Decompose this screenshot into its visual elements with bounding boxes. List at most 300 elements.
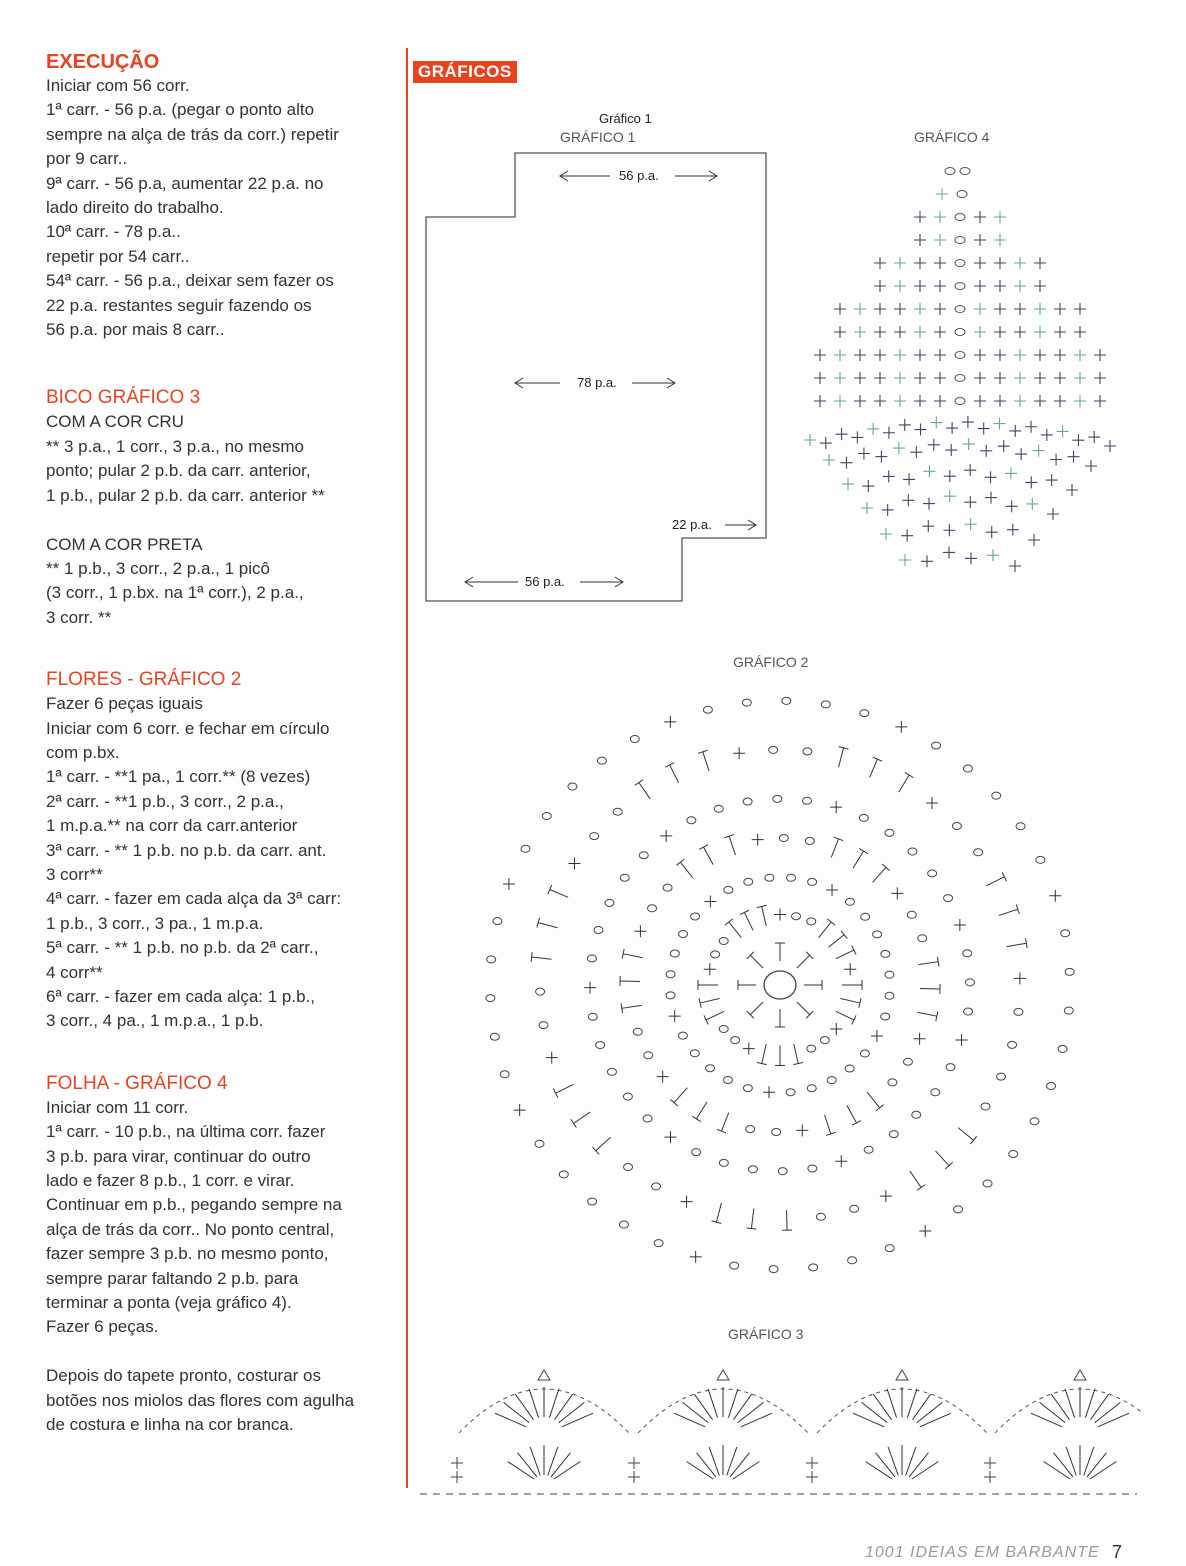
instruction-line: fazer sempre 3 p.b. no mesmo ponto, [46, 1244, 329, 1264]
double-crochet-mark [1066, 1447, 1076, 1476]
double-crochet-mark [538, 923, 557, 928]
single-crochet-mark [974, 211, 986, 223]
single-crochet-mark [1057, 425, 1069, 437]
single-crochet-mark [834, 349, 846, 361]
single-crochet-mark [704, 963, 716, 975]
chain-stitch-mark [630, 735, 639, 742]
chain-stitch-mark [596, 1042, 605, 1049]
double-crochet-mark [556, 1084, 574, 1093]
double-crochet-mark [873, 757, 882, 761]
chain-stitch-mark [605, 899, 614, 906]
chain-stitch-mark [845, 1065, 854, 1072]
single-crochet-mark [1046, 474, 1058, 486]
chain-stitch-mark [607, 1068, 616, 1075]
single-crochet-mark [956, 1034, 968, 1046]
single-crochet-mark [1014, 372, 1026, 384]
single-crochet-mark [1054, 326, 1066, 338]
double-crochet-mark [703, 752, 709, 771]
double-crochet-mark [518, 1453, 537, 1477]
grafico1-bottom-label: 56 p.a. [525, 574, 565, 589]
double-crochet-mark [553, 1089, 557, 1098]
chain-stitch-mark [1009, 1150, 1018, 1157]
chain-stitch-mark [690, 1050, 699, 1057]
double-crochet-mark [1051, 1394, 1069, 1420]
single-crochet-mark [1050, 453, 1062, 465]
single-crochet-mark [1074, 326, 1086, 338]
double-crochet-mark [986, 877, 1004, 886]
chain-stitch-mark [724, 886, 733, 893]
double-crochet-mark [725, 919, 733, 925]
center-ring-mark [764, 971, 796, 999]
single-crochet-mark [669, 1010, 681, 1022]
chain-stitch-mark [955, 398, 965, 405]
instruction-line: 3ª carr. - ** 1 p.b. no p.b. da carr. ant. [46, 840, 327, 860]
single-crochet-mark [946, 422, 958, 434]
chain-stitch-mark [535, 1140, 544, 1147]
double-crochet-mark [999, 909, 1018, 915]
single-crochet-mark [1088, 431, 1100, 443]
double-crochet-mark [665, 763, 674, 767]
single-crochet-mark [974, 280, 986, 292]
single-crochet-mark [1054, 395, 1066, 407]
double-crochet-mark [531, 952, 532, 962]
double-crochet-mark [841, 931, 847, 939]
double-crochet-mark [508, 1461, 535, 1479]
single-crochet-mark [1006, 500, 1018, 512]
double-crochet-mark [750, 1002, 763, 1015]
double-crochet-mark [716, 1203, 721, 1222]
chain-stitch-mark [613, 808, 622, 815]
instructions-column [46, 50, 396, 1438]
double-crochet-mark [899, 775, 909, 792]
single-crochet-mark [854, 303, 866, 315]
single-crochet-mark [1094, 349, 1106, 361]
single-crochet-mark [834, 326, 846, 338]
single-crochet-mark [914, 257, 926, 269]
chain-stitch-mark [765, 874, 774, 881]
double-crochet-mark [853, 1413, 884, 1427]
grafico4-leaf-diagram [790, 155, 1130, 595]
double-crochet-mark [692, 1116, 701, 1121]
double-crochet-mark [694, 1394, 712, 1420]
chain-stitch-mark [730, 1262, 739, 1269]
single-crochet-mark [923, 465, 935, 477]
instruction-line: COM A COR CRU [46, 412, 184, 432]
chain-stitch-mark [719, 938, 728, 945]
chain-stitch-mark [590, 833, 599, 840]
chain-stitch-mark [743, 798, 752, 805]
chain-stitch-mark [687, 817, 696, 824]
single-crochet-mark [634, 925, 646, 937]
grafico1-middle-label: 78 p.a. [577, 375, 617, 390]
single-crochet-mark [568, 858, 580, 870]
single-crochet-mark [1047, 508, 1059, 520]
single-crochet-mark [994, 395, 1006, 407]
single-crochet-mark [1074, 349, 1086, 361]
chain-stitch-mark [960, 168, 970, 175]
single-crochet-mark [858, 447, 870, 459]
instruction-line: COM A COR PRETA [46, 534, 203, 554]
single-crochet-mark [834, 372, 846, 384]
chain-stitch-mark [597, 757, 606, 764]
double-crochet-mark [1054, 1453, 1073, 1477]
double-crochet-mark [746, 1228, 756, 1229]
double-crochet-mark [828, 935, 844, 947]
chain-stitch-mark [639, 852, 648, 859]
single-crochet-mark [1014, 326, 1026, 338]
instruction-line: Iniciar com 6 corr. e fechar em círculo [46, 718, 330, 738]
double-crochet-mark [751, 1209, 753, 1229]
single-crochet-mark [928, 439, 940, 451]
single-crochet-mark [899, 419, 911, 431]
section-title: FOLHA - GRÁFICO 4 [46, 1072, 228, 1094]
single-crochet-mark [814, 395, 826, 407]
chain-stitch-mark [931, 1089, 940, 1096]
single-crochet-mark [944, 470, 956, 482]
picot-mark [896, 1370, 908, 1380]
instruction-line: 4 corr** [46, 962, 103, 982]
chain-stitch-mark [786, 874, 795, 881]
single-crochet-mark [1034, 372, 1046, 384]
double-crochet-mark [532, 957, 552, 959]
single-crochet-mark [806, 1457, 818, 1483]
single-crochet-mark [1094, 395, 1106, 407]
picot-mark [538, 1370, 550, 1380]
single-crochet-mark [994, 372, 1006, 384]
double-crochet-mark [847, 1105, 857, 1123]
single-crochet-mark [743, 1043, 755, 1055]
single-crochet-mark [914, 326, 926, 338]
instruction-line: sempre na alça de trás da corr.) repetir [46, 124, 339, 144]
chain-stitch-mark [888, 1079, 897, 1086]
single-crochet-mark [926, 797, 938, 809]
grafico1-side-label: 22 p.a. [672, 517, 712, 532]
double-crochet-mark [549, 1389, 559, 1418]
instruction-line: (3 corr., 1 p.bx. na 1ª corr.), 2 p.a., [46, 583, 304, 603]
chain-stitch-mark [624, 1164, 633, 1171]
grafico4-label: GRÁFICO 4 [914, 129, 990, 145]
double-crochet-mark [1040, 1402, 1066, 1422]
chain-stitch-mark [908, 848, 917, 855]
double-crochet-mark [741, 1413, 772, 1427]
double-crochet-mark [704, 847, 714, 865]
double-crochet-mark [794, 1044, 798, 1063]
single-crochet-mark [1034, 326, 1046, 338]
single-crochet-mark [665, 1131, 677, 1143]
double-crochet-mark [762, 1044, 766, 1063]
double-crochet-mark [750, 955, 763, 968]
double-crochet-mark [670, 765, 679, 783]
double-crochet-mark [836, 1011, 854, 1020]
grafico1-top-label: 56 p.a. [619, 168, 659, 183]
single-crochet-mark [874, 303, 886, 315]
instruction-line: 3 corr. ** [46, 607, 112, 627]
double-crochet-mark [554, 1461, 581, 1479]
chain-stitch-mark [850, 1205, 859, 1212]
single-crochet-mark [894, 395, 906, 407]
instruction-line: terminar a ponta (veja gráfico 4). [46, 1293, 292, 1313]
single-crochet-mark [930, 417, 942, 429]
chain-stitch-mark [691, 913, 700, 920]
single-crochet-mark [546, 1052, 558, 1064]
double-crochet-mark [859, 848, 868, 853]
double-crochet-mark [571, 1119, 577, 1127]
single-crochet-mark [1014, 257, 1026, 269]
double-crochet-mark [683, 1402, 709, 1422]
chain-stitch-mark [903, 1058, 912, 1065]
single-crochet-mark [994, 303, 1006, 315]
single-crochet-mark [840, 457, 852, 469]
single-crochet-mark [584, 982, 596, 994]
single-crochet-mark [874, 280, 886, 292]
double-crochet-mark [674, 1413, 705, 1427]
single-crochet-mark [1034, 349, 1046, 361]
chain-stitch-mark [881, 1013, 890, 1020]
single-crochet-mark [664, 716, 676, 728]
instruction-line: por 9 carr.. [46, 149, 128, 169]
single-crochet-mark [1014, 349, 1026, 361]
double-crochet-mark [918, 962, 938, 965]
double-crochet-mark [866, 1461, 893, 1479]
single-crochet-mark [962, 416, 974, 428]
section-title: BICO GRÁFICO 3 [46, 387, 201, 409]
grafico3-label: GRÁFICO 3 [728, 1326, 804, 1342]
section-title: EXECUÇÃO [46, 51, 160, 73]
single-crochet-mark [914, 1033, 926, 1045]
chain-stitch-mark [792, 913, 801, 920]
chain-stitch-mark [748, 1166, 757, 1173]
single-crochet-mark [1054, 303, 1066, 315]
chain-stitch-mark [644, 1052, 653, 1059]
instruction-line: repetir por 54 carr.. [46, 246, 190, 266]
double-crochet-mark [700, 998, 719, 1002]
chain-stitch-mark [981, 1103, 990, 1110]
single-crochet-mark [919, 1225, 931, 1237]
chain-stitch-mark [670, 950, 679, 957]
single-crochet-mark [963, 438, 975, 450]
single-crochet-mark [628, 1457, 640, 1483]
chain-stitch-mark [954, 1206, 963, 1213]
double-crochet-mark [1090, 1394, 1108, 1420]
chain-stitch-mark [955, 260, 965, 267]
double-crochet-mark [1095, 1402, 1121, 1422]
single-crochet-mark [974, 234, 986, 246]
double-crochet-mark [1002, 872, 1006, 881]
single-crochet-mark [964, 464, 976, 476]
single-crochet-mark [514, 1104, 526, 1116]
single-crochet-mark [1009, 425, 1021, 437]
single-crochet-mark [882, 504, 894, 516]
chain-stitch-mark [486, 995, 495, 1002]
double-crochet-mark [887, 1389, 897, 1418]
double-crochet-mark [876, 1105, 884, 1111]
instruction-line: 1 p.b., pular 2 p.b. da carr. anterior ** [46, 485, 325, 505]
chain-stitch-mark [1047, 1083, 1056, 1090]
instruction-line: 10ª carr. - 78 p.a.. [46, 222, 181, 242]
double-crochet-mark [738, 1402, 764, 1422]
instruction-line: Iniciar com 11 corr. [46, 1097, 189, 1117]
chain-stitch-mark [587, 955, 596, 962]
double-crochet-mark [687, 1461, 714, 1479]
double-crochet-mark [787, 1210, 788, 1230]
double-crochet-mark [836, 950, 854, 959]
grafico1-caption: Gráfico 1 [599, 111, 652, 126]
chain-stitch-mark [769, 1266, 778, 1273]
single-crochet-mark [974, 372, 986, 384]
instruction-line: 3 corr., 4 pa., 1 m.p.a., 1 p.b. [46, 1011, 264, 1031]
single-crochet-mark [657, 1071, 669, 1083]
single-crochet-mark [914, 303, 926, 315]
single-crochet-mark [934, 257, 946, 269]
double-crochet-mark [744, 912, 753, 930]
double-crochet-mark [1031, 1413, 1062, 1427]
chain-stitch-mark [620, 874, 629, 881]
chain-stitch-mark [652, 1183, 661, 1190]
double-crochet-mark [530, 1447, 540, 1476]
instruction-line: Iniciar com 56 corr. [46, 76, 190, 95]
single-crochet-mark [943, 546, 955, 558]
double-crochet-mark [639, 783, 650, 800]
instruction-line: Fazer 6 peças. [46, 1317, 159, 1337]
double-crochet-mark [1085, 1389, 1095, 1418]
single-crochet-mark [1025, 476, 1037, 488]
picot-mark [1074, 1370, 1086, 1380]
instruction-line: alça de trás da corr.. No ponto central, [46, 1219, 335, 1239]
chain-stitch-mark [744, 878, 753, 885]
single-crochet-mark [914, 395, 926, 407]
double-crochet-mark [888, 1447, 898, 1476]
single-crochet-mark [894, 303, 906, 315]
double-crochet-mark [852, 946, 856, 955]
chain-stitch-mark [945, 168, 955, 175]
chain-stitch-mark [719, 1025, 728, 1032]
instruction-line: ponto; pular 2 p.b. da carr. anterior, [46, 461, 311, 481]
double-crochet-mark [623, 954, 643, 958]
chain-stitch-mark [723, 1076, 732, 1083]
single-crochet-mark [690, 1251, 702, 1263]
single-crochet-mark [834, 395, 846, 407]
double-crochet-mark [680, 862, 692, 878]
chain-stitch-mark [648, 905, 657, 912]
single-crochet-mark [894, 372, 906, 384]
double-crochet-mark [920, 988, 940, 989]
single-crochet-mark [826, 884, 838, 896]
single-crochet-mark [891, 887, 903, 899]
chain-arc-mark [995, 1389, 1144, 1433]
single-crochet-mark [1072, 434, 1084, 446]
single-crochet-mark [1049, 890, 1061, 902]
single-crochet-mark [844, 963, 856, 975]
chain-stitch-mark [803, 748, 812, 755]
double-crochet-mark [562, 1413, 593, 1427]
chain-stitch-mark [703, 706, 712, 713]
chain-stitch-mark [773, 795, 782, 802]
chain-stitch-mark [619, 1221, 628, 1228]
grafico3-edging-diagram [412, 1355, 1144, 1505]
chain-stitch-mark [779, 835, 788, 842]
chain-stitch-mark [706, 1065, 715, 1072]
chain-stitch-mark [666, 971, 675, 978]
single-crochet-mark [1074, 372, 1086, 384]
double-crochet-mark [674, 1088, 687, 1103]
double-crochet-mark [1044, 1461, 1071, 1479]
chain-stitch-mark [946, 1064, 955, 1071]
single-crochet-mark [1009, 560, 1021, 572]
instruction-line: Depois do tapete pronto, costurar os [46, 1366, 321, 1386]
single-crochet-mark [880, 528, 892, 540]
double-crochet-mark [876, 1453, 895, 1477]
single-crochet-mark [871, 1030, 883, 1042]
double-crochet-mark [696, 1102, 706, 1119]
instruction-line: lado e fazer 8 p.b., 1 corr. e virar. [46, 1171, 295, 1191]
page-number: 7 [1112, 1542, 1123, 1562]
chain-stitch-mark [820, 1037, 829, 1044]
instruction-line: lado direito do trabalho. [46, 198, 224, 218]
chain-stitch-mark [1014, 1008, 1023, 1015]
double-crochet-mark [730, 1453, 749, 1477]
chain-stitch-mark [821, 701, 830, 708]
single-crochet-mark [854, 372, 866, 384]
chain-stitch-mark [521, 845, 530, 852]
chain-stitch-mark [955, 352, 965, 359]
chain-stitch-mark [859, 814, 868, 821]
single-crochet-mark [1014, 972, 1026, 984]
single-crochet-mark [1026, 498, 1038, 510]
chain-stitch-mark [974, 849, 983, 856]
footer-magazine-title: 1001 IDEIAS EM BARBANTE [865, 1544, 1100, 1561]
chain-stitch-mark [666, 992, 675, 999]
instruction-line: 1ª carr. - 10 p.b., na última corr. fazer [46, 1122, 326, 1142]
instruction-line: 3 corr** [46, 864, 103, 884]
chain-stitch-mark [711, 951, 720, 958]
double-crochet-mark [852, 1121, 861, 1126]
single-crochet-mark [914, 372, 926, 384]
single-crochet-mark [994, 257, 1006, 269]
double-crochet-mark [797, 1002, 810, 1015]
single-crochet-mark [936, 188, 948, 200]
single-crochet-mark [1005, 467, 1017, 479]
instruction-line [46, 1340, 396, 1364]
chain-stitch-mark [807, 1085, 816, 1092]
chain-stitch-mark [743, 1085, 752, 1092]
single-crochet-mark [987, 549, 999, 561]
chain-stitch-mark [692, 1149, 701, 1156]
single-crochet-mark [774, 908, 786, 920]
single-crochet-mark [752, 834, 764, 846]
double-crochet-mark [1007, 943, 1027, 946]
chain-stitch-mark [808, 1165, 817, 1172]
graficos-badge: GRÁFICOS [413, 61, 517, 83]
single-crochet-mark [823, 454, 835, 466]
chain-stitch-mark [769, 746, 778, 753]
chain-stitch-mark [1030, 1118, 1039, 1125]
double-crochet-mark [635, 780, 643, 786]
single-crochet-mark [985, 492, 997, 504]
single-crochet-mark [880, 1190, 892, 1202]
chain-stitch-mark [860, 1050, 869, 1057]
single-crochet-mark [875, 451, 887, 463]
single-crochet-mark [1068, 451, 1080, 463]
double-crochet-mark [862, 1402, 888, 1422]
instruction-line: 4ª carr. - fazer em cada alça da 3ª carr: [46, 889, 342, 909]
double-crochet-mark [574, 1112, 591, 1123]
chain-stitch-mark [809, 1264, 818, 1271]
single-crochet-mark [1074, 395, 1086, 407]
grafico1-label: GRÁFICO 1 [560, 129, 636, 145]
chain-stitch-mark [1061, 930, 1070, 937]
single-crochet-mark [814, 372, 826, 384]
double-crochet-mark [548, 1447, 558, 1476]
